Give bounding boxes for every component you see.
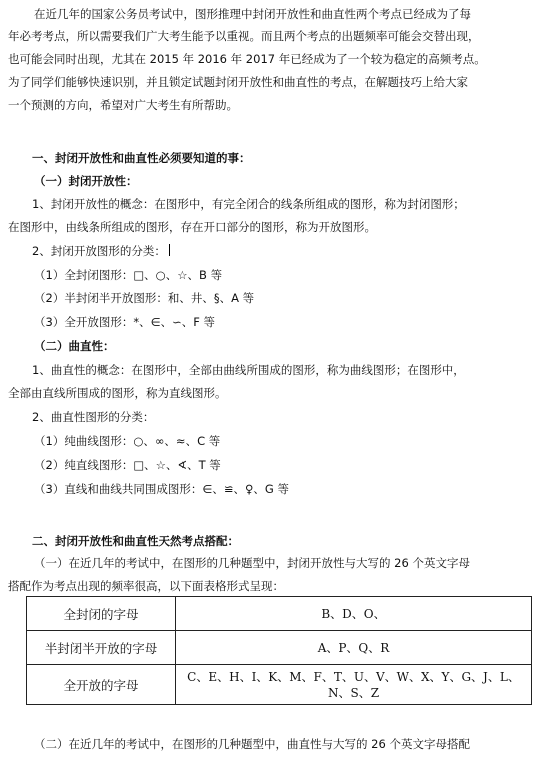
table-cell-label: 全开放的字母	[27, 665, 176, 705]
table-cell-label: 半封闭半开放的字母	[27, 631, 176, 665]
intro-line-1: 在近几年的国家公务员考试中，图形推理中封闭开放性和曲直性两个考点已经成为了每	[34, 7, 471, 21]
table-cell-letters: C、E、H、I、K、M、F、T、U、V、W、X、Y、G、J、L、N、S、Z	[176, 665, 532, 705]
intro-line-5: 一个预测的方向，希望对广大考生有所帮助。	[8, 98, 238, 112]
curvature-item-3: （3）直线和曲线共同围成图形：∈、≌、♀、G 等	[34, 482, 289, 496]
curvature-item-1: （1）纯曲线图形：○、∞、≈、C 等	[34, 434, 221, 448]
intro-line-2: 年必考考点，所以需要我们广大考生能予以重视。而且两个考点的出题频率可能会交替出现，	[8, 29, 480, 43]
letter-classification-table	[26, 596, 532, 705]
table-cell-label: 全封闭的字母	[27, 597, 176, 631]
closure-definition-line-1: 1、封闭开放性的概念：在图形中，有完全闭合的线条所组成的图形，称为封闭图形；	[32, 197, 465, 211]
closure-item-3: （3）全开放图形：*、∈、∽、F 等	[34, 315, 215, 329]
section2-para2-line-1: （二）在近几年的考试中，在图形的几种题型中，曲直性与大写的 26 个英文字母搭配	[34, 737, 470, 751]
section1-sub2-heading: （二）曲直性：	[34, 339, 115, 353]
closure-classification-heading: 2、封闭开放图形的分类：	[32, 243, 170, 259]
curvature-definition-line-2: 全部由直线所围成的图形，称为直线图形。	[8, 386, 227, 400]
table-row	[27, 631, 532, 665]
curvature-item-2: （2）纯直线图形：□、☆、∢、T 等	[34, 458, 221, 472]
closure-definition-line-2: 在图形中，由线条所组成的图形，存在开口部分的图形，称为开放图形。	[8, 220, 376, 234]
table-row	[27, 665, 532, 705]
section2-heading: 二、封闭开放性和曲直性天然考点搭配：	[32, 534, 239, 548]
section1-sub1-heading: （一）封闭开放性：	[34, 174, 138, 188]
intro-line-3: 也可能会同时出现，尤其在 2015 年 2016 年 2017 年已经成为了一个较为稳定的高频考点。	[8, 52, 486, 66]
text-cursor	[169, 244, 170, 256]
intro-line-4: 为了同学们能够快速识别，并且锁定试题封闭开放性和曲直性的考点，在解题技巧上给大家	[8, 75, 468, 89]
curvature-definition-line-1: 1、曲直性的概念：在图形中，全部由曲线所围成的图形，称为曲线图形；在图形中，	[32, 363, 465, 377]
table-cell-letters: A、P、Q、R	[176, 631, 532, 665]
table-row	[27, 597, 532, 631]
table-cell-letters: B、D、O、	[176, 597, 532, 631]
closure-item-1: （1）全封闭图形：□、○、☆、B 等	[34, 268, 223, 282]
section1-heading: 一、封闭开放性和曲直性必须要知道的事：	[32, 151, 251, 165]
curvature-classification-heading: 2、曲直性图形的分类：	[32, 410, 155, 424]
section2-para1-line-2: 搭配作为考点出现的频率很高，以下面表格形式呈现：	[8, 579, 284, 593]
closure-item-2: （2）半封闭半开放图形：和、井、§、A 等	[34, 291, 255, 305]
section2-para1-line-1: （一）在近几年的考试中，在图形的几种题型中，封闭开放性与大写的 26 个英文字母	[34, 556, 470, 570]
